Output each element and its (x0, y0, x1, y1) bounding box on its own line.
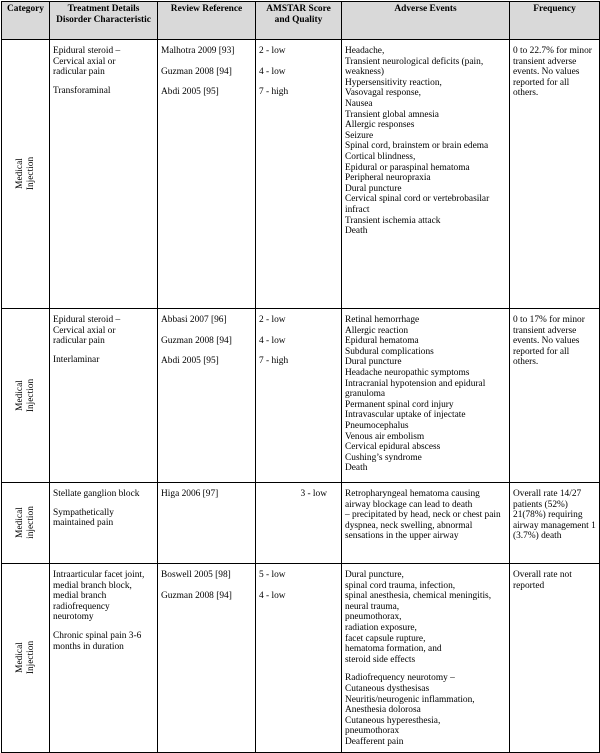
adverse-event: dyspnea, neck swelling, abnormal sensations in the upper airway (345, 520, 473, 542)
category-line: Medical (14, 642, 25, 674)
adverse-events-cell (342, 564, 510, 753)
header-frequency: Frequency (510, 2, 600, 40)
header-amstar: AMSTAR Score and Quality (256, 2, 342, 40)
adverse-event: Nausea (345, 98, 373, 109)
category-label (15, 507, 36, 540)
treatment-line: months in duration (53, 641, 124, 652)
adverse-event: spinal cord trauma, infection, (345, 580, 456, 591)
amstar-score: 7 - high (259, 356, 289, 367)
treatment-line: radicular pain (53, 67, 105, 78)
category-line: Injection (25, 157, 36, 191)
treatment-line: radicular pain (53, 336, 105, 347)
review-reference-cell (158, 564, 256, 753)
category-line: Injection (25, 378, 36, 413)
adverse-event: pneumothorax (345, 726, 400, 737)
amstar-score: 4 - low (259, 590, 286, 601)
adverse-event: Spinal cord, brainstem or brain edema (345, 141, 489, 152)
table-row (2, 309, 600, 483)
treatment-cell (50, 40, 158, 309)
review-reference: Guzman 2008 [94] (161, 335, 232, 346)
treatment-line: medial branch block, (53, 580, 132, 591)
adverse-event: Epidural or paraspinal hematoma (345, 162, 470, 173)
review-reference-cell (158, 483, 256, 564)
amstar-cell (256, 564, 342, 753)
adverse-events-table (1, 1, 600, 753)
treatment-line: neurotomy (53, 612, 94, 623)
adverse-event: Cervical epidural abscess (345, 442, 441, 453)
header-adverse: Adverse Events (342, 2, 510, 40)
adverse-event: Cortical blindness, (345, 151, 416, 162)
amstar-score: 3 - low (300, 489, 327, 499)
adverse-event: Cervical spinal cord or vertebrobasilar infract (345, 194, 490, 215)
review-reference: Higa 2006 [97] (161, 489, 219, 499)
adverse-event: Transient neurological deficits (pain, weakness) (345, 56, 484, 78)
adverse-event: Subdural complications (345, 346, 434, 357)
adverse-event: Cutaneous hyperesthesia, (345, 715, 441, 726)
category-line: Medical (14, 158, 25, 190)
treatment-line (53, 623, 154, 631)
adverse-event: Venous air embolism (345, 431, 425, 442)
category-line: Medical (15, 507, 25, 539)
review-reference: Abbasi 2007 [96] (161, 315, 227, 325)
category-cell (2, 483, 50, 564)
treatment-line: maintained pain (53, 518, 114, 529)
header-row (2, 2, 600, 40)
adverse-events-cell (342, 309, 510, 483)
treatment-cell (50, 483, 158, 564)
category-line: injection (25, 506, 36, 540)
review-reference: Abdi 2005 [95] (161, 87, 219, 98)
header-treatment: Treatment Details Disorder Characteristic (50, 2, 158, 40)
adverse-event: Deafferent pain (345, 736, 404, 747)
adverse-event: Dural puncture (345, 183, 402, 194)
header-review: Review Reference (158, 2, 256, 40)
treatment-line: radiofrequency (53, 601, 110, 612)
adverse-event: Neuritis/neurogenic inflammation, (345, 694, 475, 705)
adverse-event: Intracranial hypotension and epidural granuloma (345, 378, 486, 400)
treatment-cell (50, 564, 158, 753)
adverse-events-cell (342, 40, 510, 309)
amstar-cell (256, 40, 342, 309)
adverse-event: Intravascular uptake of injectate (345, 410, 466, 421)
adverse-event: Dural puncture (345, 357, 402, 368)
category-cell (2, 309, 50, 483)
table-row (2, 564, 600, 753)
frequency-cell (510, 564, 600, 753)
frequency-text: Overall rate not reported (513, 570, 572, 591)
treatment-line: Epidural steroid – (53, 46, 121, 56)
treatment-line: Stellate ganglion block (53, 489, 140, 499)
adverse-event: Seizure (345, 130, 374, 141)
treatment-line: Sympathetically (53, 507, 114, 518)
adverse-event: Pneumocephalus (345, 420, 409, 431)
frequency-cell (510, 40, 600, 309)
amstar-cell (256, 483, 342, 564)
treatment-line (53, 347, 154, 355)
review-reference-cell (158, 40, 256, 309)
treatment-line: medial branch (53, 591, 107, 602)
treatment-line: Chronic spinal pain 3-6 (53, 630, 142, 641)
treatment-line: Intraarticular facet joint, (53, 570, 145, 580)
amstar-score: 2 - low (259, 46, 286, 56)
review-reference: Boswell 2005 [98] (161, 570, 231, 580)
adverse-event: neural trauma, (345, 601, 400, 612)
treatment-line: Transforaminal (53, 85, 111, 96)
adverse-event: Vasovagal response, (345, 88, 422, 99)
adverse-event: Hypersensitivity reaction, (345, 77, 442, 88)
treatment-line (53, 500, 154, 508)
treatment-line: Cervical axial or (53, 56, 116, 67)
header-category: Category (2, 2, 50, 40)
adverse-event: Epidural hematoma (345, 336, 419, 347)
category-cell (2, 564, 50, 753)
category-line: Injection (25, 641, 36, 675)
category-label (15, 641, 36, 674)
adverse-events-cell (342, 483, 510, 564)
adverse-event: Dural puncture, (345, 570, 404, 580)
adverse-event: Retropharyngeal hematoma causing airway blockage can lead to death (345, 489, 480, 510)
adverse-event: Allergic reaction (345, 325, 409, 336)
treatment-line: Epidural steroid – (53, 315, 121, 325)
adverse-event: steroid side effects (345, 654, 416, 665)
adverse-event: Retinal hemorrhage (345, 315, 420, 325)
adverse-event: Cutaneous dysthesisas (345, 683, 430, 694)
adverse-event: Radiofrequency neurotomy – (345, 673, 455, 684)
frequency-text: Overall rate 14/27 patients (52%) 21(78%) requiring airway management 1 (3.7%) death (513, 489, 596, 542)
adverse-event: Allergic responses (345, 120, 415, 131)
review-reference: Abdi 2005 [95] (161, 356, 219, 367)
adverse-event: Transient ischemia attack (345, 215, 441, 226)
category-cell (2, 40, 50, 309)
adverse-event: spinal anesthesia, chemical meningitis, (345, 591, 492, 602)
treatment-cell (50, 309, 158, 483)
adverse-event: Cushing’s syndrome (345, 452, 422, 463)
review-reference: Guzman 2008 [94] (161, 66, 232, 77)
adverse-event: Transient global amnesia (345, 109, 439, 120)
adverse-event: – precipitated by head, neck or chest pain (345, 510, 501, 521)
frequency-text: 0 to 17% for minor transient adverse events. No values reported for all others. (513, 315, 585, 368)
adverse-event: Headache neuropathic symptoms (345, 367, 470, 378)
adverse-event: facet capsule rupture, (345, 633, 426, 644)
treatment-line: Cervical axial or (53, 325, 116, 336)
adverse-event: hematoma formation, and (345, 644, 442, 655)
review-reference: Guzman 2008 [94] (161, 590, 232, 601)
amstar-score: 7 - high (259, 87, 289, 98)
amstar-score: 2 - low (259, 315, 286, 325)
amstar-score: 4 - low (259, 66, 286, 77)
category-label (15, 379, 36, 412)
adverse-event: Permanent spinal cord injury (345, 399, 454, 410)
adverse-event: Death (345, 226, 368, 237)
amstar-score: 4 - low (259, 335, 286, 346)
review-reference-cell (158, 309, 256, 483)
adverse-event: Peripheral neuropraxia (345, 173, 431, 184)
frequency-cell (510, 483, 600, 564)
category-line: Medical (14, 380, 25, 411)
review-reference: Malhotra 2009 [93] (161, 46, 235, 56)
frequency-cell (510, 309, 600, 483)
adverse-event: radiation exposure, (345, 622, 417, 633)
amstar-score: 5 - low (259, 570, 286, 580)
category-label (15, 157, 36, 190)
adverse-event: Death (345, 463, 368, 474)
adverse-event: Anesthesia dolorosa (345, 705, 421, 716)
adverse-event: pneumothorax, (345, 612, 402, 623)
treatment-line: Interlaminar (53, 354, 100, 365)
table-row (2, 483, 600, 564)
table-row (2, 40, 600, 309)
adverse-event: Headache, (345, 46, 385, 56)
amstar-cell (256, 309, 342, 483)
treatment-line (53, 78, 154, 86)
frequency-text: 0 to 22.7% for minor transient adverse events. No values reported for all others. (513, 46, 592, 99)
